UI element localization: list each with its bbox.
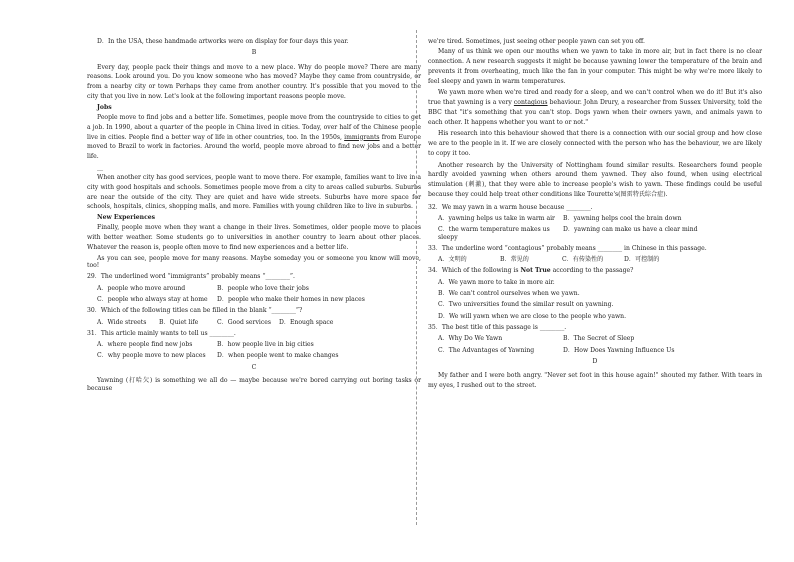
question-33-options: [428, 256, 762, 263]
q29-option-c[interactable]: C．people who always stay at home: [97, 295, 208, 303]
q34-emphasis: Not True: [520, 267, 551, 275]
passage-c-paragraph-4: His research into this behaviour showed that there is a connection with our social group and how close we are to the people in it. If we are closely connected with the person who has the behaviour, we are likely to copy it too.: [428, 130, 762, 157]
question-31-options-row1: [87, 341, 421, 348]
new-experiences-heading: New Experiences: [97, 214, 156, 222]
q34-suffix: according to the passage?: [550, 267, 634, 275]
q34-option-c[interactable]: C．Two universities found the similar result on yawning.: [438, 301, 614, 309]
passage-b-intro: Every day, people pack their things and move to a new place. Why do people move? There are many reasons. Look around you. Do you know someone who has moved? Maybe they came from countryside, or from a nearby city or town Perhaps they came from another country. It's possible that you moved to the city that you live in now. Let's look at the following important reasons people move.: [87, 63, 421, 100]
question-30: 30．Which of the following titles can be filled in the blank “________”?: [87, 307, 303, 315]
jobs-text-1: People move to find jobs and a better life. Sometimes, people move from the countryside to cities to get a job. In 1990, about a quarter of the people in China lived in cities. Today, over half of the Chinese people live in cities. People find a better way of life in other countries, too. In the 1950s,: [87, 114, 421, 141]
services-paragraph: When another city has good services, people want to move there. For example, families want to live in a city with good hospitals and schools. Sometimes people move from a city to areas called suburbs. Suburbs are near the outside of the city. They are quiet and have wide streets. Suburbs have more space for schools, hospitals, clinics, shopping malls, and more. Families with young children like to live in suburbs.: [87, 174, 421, 211]
question-28-option-d: D．In the USA, these handmade artworks were on display for four days this year.: [97, 38, 349, 45]
q32-option-d[interactable]: D．yawning can make us have a clear mind: [563, 226, 698, 234]
question-31: 31．This article mainly wants to tell us ________.: [87, 329, 236, 337]
question-29: 29．The underlined word “immigrants” probably means “________”.: [87, 273, 295, 281]
question-34: [428, 267, 762, 274]
q31-option-b[interactable]: B．how people live in big cities: [217, 341, 314, 349]
q33-option-a[interactable]: A．文明的: [438, 256, 467, 264]
q32-option-c[interactable]: C．the warm temperature makes us sleepy: [438, 226, 550, 241]
q31-option-d[interactable]: D．when people went to make changes: [217, 352, 339, 360]
passage-d-start: My father and I were both angry. "Never set foot in this house again!" shouted my father. With tears in my eyes, I rushed out to the street.: [428, 372, 762, 390]
passage-c-paragraph-2: Many of us think we open our mouths when we yawn to take in more air, but in fact there is no clear connection. A new research suggests it might be because yawning lower the temperature of the brain and prevents it from overheating, much like the fan in your computer. This might be why we're more likely to feel sleepy and yawn in warm temperatures.: [428, 48, 762, 85]
section-b-heading: B: [251, 49, 257, 57]
q33-option-c[interactable]: C．有传染性的: [562, 256, 604, 264]
q30-option-c[interactable]: C．Good services: [217, 318, 271, 326]
question-35: 35．The best title of this passage is ________.: [428, 324, 567, 331]
question-32-options-row2: [428, 226, 762, 241]
q35-option-d[interactable]: D．How Does Yawning Influence Us: [563, 346, 675, 354]
question-32-options-row1: [428, 215, 762, 222]
q30-option-b[interactable]: B．Quiet life: [159, 318, 199, 326]
q30-option-d[interactable]: D．Enough space: [279, 318, 334, 326]
q31-option-a[interactable]: A．where people find new jobs: [97, 341, 193, 349]
q30-option-a[interactable]: A．Wide streets: [97, 318, 147, 326]
passage-c-start: Yawning (打哈欠) is something we all do — maybe because we're bored carrying out boring tasks or because: [87, 377, 421, 392]
q34-option-a[interactable]: A．We yawn more to take in more air.: [438, 278, 555, 286]
jobs-heading: Jobs: [97, 103, 112, 111]
q35-option-c[interactable]: C．The Advantages of Yawning: [438, 346, 535, 354]
c-p3-text-1: We yawn more when we're tired and ready for a sleep, and we can't control when we do it! But it's also true that yawning is a very: [428, 89, 762, 107]
passage-c-paragraph-3: [428, 88, 762, 127]
q29-option-b[interactable]: B．people who love their jobs: [217, 284, 309, 292]
c-p3-text-2: behaviour. John Drury, a researcher from Sussex University, told the BBC that "it's something that you can't stop. Dogs yawn when their owners yawn, and animals yawn to each other. It happens whether you want to or not.": [428, 99, 762, 126]
q34-prefix: 34．Which of the following is: [428, 267, 521, 275]
jobs-text-2: from Europe moved to Brazil to work in factories. Around the world, people move abroad to find new jobs and a better life.: [87, 133, 422, 161]
q29-option-d[interactable]: D．people who make their homes in new places: [217, 295, 365, 303]
passage-c-continued: we're tired. Sometimes, just seeing other people yawn can set you off.: [428, 38, 645, 45]
q29-option-a[interactable]: A．people who move around: [97, 284, 186, 292]
question-31-options-row2: [87, 352, 421, 359]
underlined-word-immigrants: immigrants: [344, 133, 380, 141]
section-c-heading: C: [251, 363, 257, 371]
question-32: 32．We may yawn in a warm house because ________.: [428, 203, 593, 211]
question-35-options-row2: [428, 347, 762, 354]
right-column: [428, 38, 762, 391]
jobs-paragraph: [87, 113, 421, 162]
new-experiences-paragraph: Finally, people move when they want a change in their lives. Sometimes, older people move to places with better weather. Some students go to universities in another country to learn about other places. Whatever the reason is, people often move to find new experiences and a better life.: [87, 224, 421, 251]
q31-option-c[interactable]: C．why people move to new places: [97, 352, 206, 360]
passage-c-paragraph-5: Another research by the University of Nottingham found similar results. Researchers found people hardly avoided yawning when others around them yawned. They also found, when using electrical stimulation (刺激), that they were able to increase people's wish to yawn. These findings could be useful because they could help treat other conditions like Tourette's(图雷特氏综合症).: [428, 161, 762, 198]
section-d-heading: D: [592, 357, 598, 365]
question-29-options-row1: [87, 285, 421, 292]
column-divider: [416, 30, 417, 525]
q34-option-b[interactable]: B．We can't control ourselves when we yawn.: [438, 290, 580, 298]
q33-option-d[interactable]: D．可控制的: [624, 256, 660, 264]
underlined-word-contagious: contagious: [513, 99, 548, 107]
left-column: [87, 38, 421, 392]
conclusion-paragraph: As you can see, people move for many reasons. Maybe someday you or someone you know will move, too!: [87, 254, 421, 269]
q32-option-a[interactable]: A．yawning helps us take in warm air: [438, 214, 555, 222]
question-29-options-row2: [87, 296, 421, 303]
blank-title-marker: __: [97, 163, 104, 171]
question-35-options-row1: [428, 335, 762, 342]
q32-option-b[interactable]: B．yawning helps cool the brain down: [563, 214, 682, 222]
question-33: 33．The underline word “contagious” probably means ________ in Chinese in this passage.: [428, 244, 707, 252]
q33-option-b[interactable]: B．常见的: [500, 256, 529, 264]
q35-option-b[interactable]: B．The Secret of Sleep: [563, 335, 635, 343]
q35-option-a[interactable]: A．Why Do We Yawn: [438, 335, 503, 343]
question-30-options: [87, 319, 421, 326]
q34-option-d[interactable]: D．We will yawn when we are close to the people who yawn.: [438, 312, 627, 320]
